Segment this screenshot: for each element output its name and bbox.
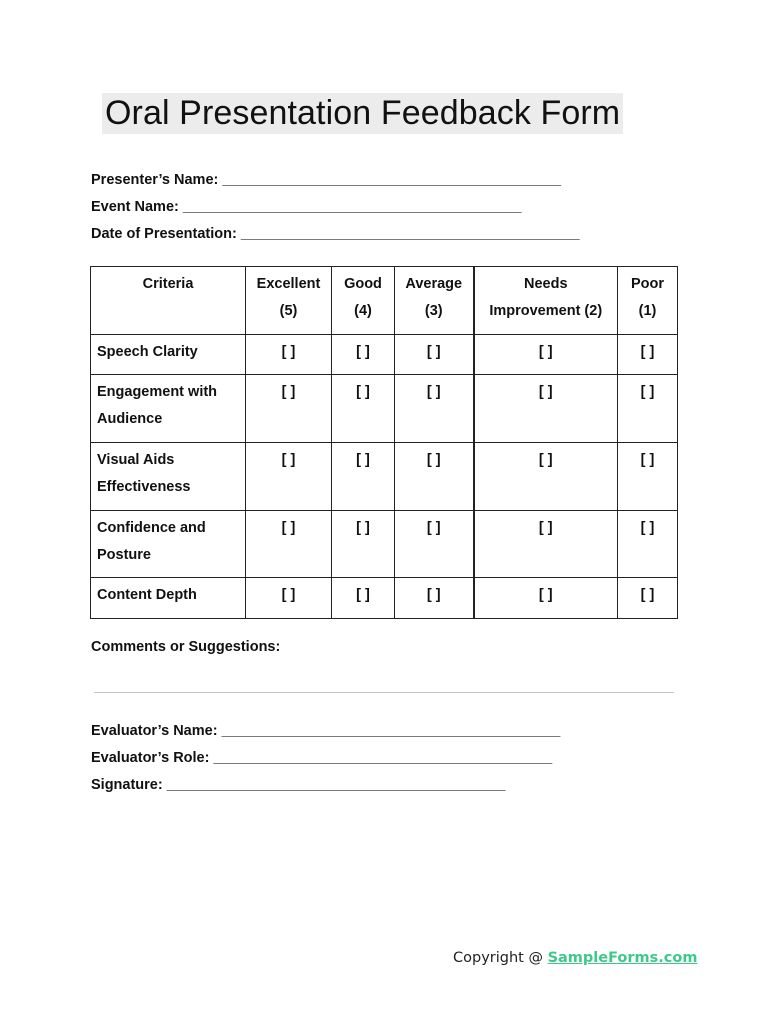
table-header-row <box>91 267 678 335</box>
header-needs-improvement: Needs Improvement (2) <box>474 267 618 335</box>
criteria-engagement: Engagement with Audience <box>91 375 246 443</box>
table-row <box>91 511 678 578</box>
rating-checkbox[interactable]: [ ] <box>395 335 474 375</box>
criteria-confidence: Confidence and Posture <box>91 511 246 578</box>
rating-checkbox[interactable]: [ ] <box>332 443 395 511</box>
rating-checkbox[interactable]: [ ] <box>474 335 618 375</box>
rating-checkbox[interactable]: [ ] <box>395 443 474 511</box>
rating-checkbox[interactable]: [ ] <box>395 375 474 443</box>
evaluator-role-line[interactable]: __________________________________________ <box>213 750 553 766</box>
evaluator-name-line[interactable]: __________________________________________ <box>221 723 561 739</box>
criteria-speech-clarity: Speech Clarity <box>91 335 246 375</box>
event-name-field[interactable] <box>91 198 522 216</box>
presenter-name-field[interactable] <box>91 171 561 189</box>
rating-checkbox[interactable]: [ ] <box>618 335 678 375</box>
presentation-date-label: Date of Presentation: <box>91 226 237 242</box>
rating-checkbox[interactable]: [ ] <box>246 335 332 375</box>
rating-checkbox[interactable]: [ ] <box>474 443 618 511</box>
rating-checkbox[interactable]: [ ] <box>246 443 332 511</box>
header-excellent: Excellent (5) <box>246 267 332 335</box>
rating-checkbox[interactable]: [ ] <box>618 443 678 511</box>
rating-checkbox[interactable]: [ ] <box>332 335 395 375</box>
copyright-text: Copyright @ <box>453 950 548 966</box>
evaluator-name-label: Evaluator’s Name: <box>91 723 218 739</box>
rating-checkbox[interactable]: [ ] <box>332 375 395 443</box>
rating-checkbox[interactable]: [ ] <box>246 511 332 578</box>
rating-checkbox[interactable]: [ ] <box>618 375 678 443</box>
header-criteria: Criteria <box>91 267 246 335</box>
event-name-line[interactable]: __________________________________________ <box>182 199 522 215</box>
table-row <box>91 578 678 619</box>
criteria-visual-aids: Visual Aids Effectiveness <box>91 443 246 511</box>
evaluator-name-field[interactable] <box>91 722 560 740</box>
comments-label: Comments or Suggestions: <box>91 639 281 655</box>
rating-checkbox[interactable]: [ ] <box>618 511 678 578</box>
table-row <box>91 443 678 511</box>
presentation-date-line[interactable]: __________________________________________ <box>240 226 580 242</box>
rating-checkbox[interactable]: [ ] <box>246 375 332 443</box>
table-row <box>91 335 678 375</box>
evaluator-role-label: Evaluator’s Role: <box>91 750 210 766</box>
signature-line[interactable]: __________________________________________ <box>166 777 506 793</box>
event-name-label: Event Name: <box>91 199 179 215</box>
header-good: Good (4) <box>332 267 395 335</box>
page-title: Oral Presentation Feedback Form <box>102 93 623 134</box>
rating-checkbox[interactable]: [ ] <box>618 578 678 619</box>
signature-field[interactable] <box>91 776 505 794</box>
rating-checkbox[interactable]: [ ] <box>474 511 618 578</box>
rating-checkbox[interactable]: [ ] <box>474 375 618 443</box>
rating-checkbox[interactable]: [ ] <box>395 511 474 578</box>
feedback-table <box>90 266 678 619</box>
rating-checkbox[interactable]: [ ] <box>395 578 474 619</box>
rating-checkbox[interactable]: [ ] <box>246 578 332 619</box>
sampleforms-link[interactable]: SampleForms.com <box>547 950 698 966</box>
rating-checkbox[interactable]: [ ] <box>332 578 395 619</box>
presenter-name-line[interactable]: __________________________________________ <box>222 172 562 188</box>
criteria-content-depth: Content Depth <box>91 578 246 619</box>
comments-line[interactable] <box>94 692 674 693</box>
copyright-footer <box>453 949 697 967</box>
evaluator-role-field[interactable] <box>91 749 552 767</box>
presentation-date-field[interactable] <box>91 225 580 243</box>
header-poor: Poor (1) <box>618 267 678 335</box>
rating-checkbox[interactable]: [ ] <box>474 578 618 619</box>
table-row <box>91 375 678 443</box>
signature-label: Signature: <box>91 777 163 793</box>
rating-checkbox[interactable]: [ ] <box>332 511 395 578</box>
header-average: Average (3) <box>395 267 474 335</box>
presenter-name-label: Presenter’s Name: <box>91 172 219 188</box>
